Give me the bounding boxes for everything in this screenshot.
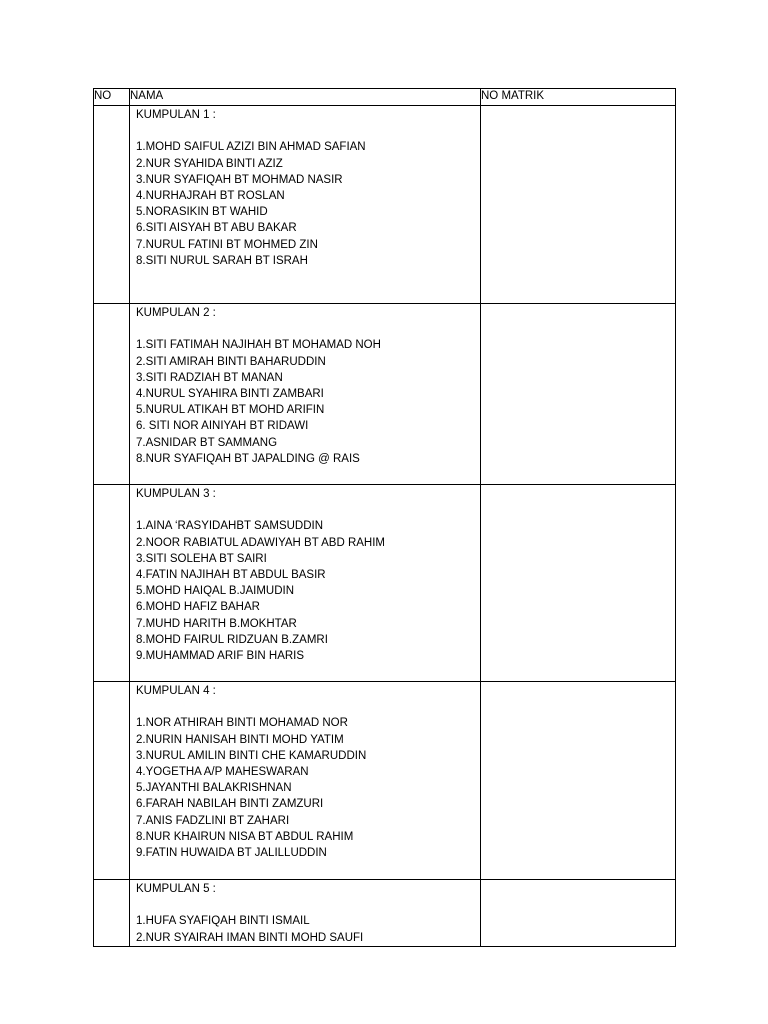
no-matrik-cell xyxy=(481,485,676,682)
group-roster-table xyxy=(93,88,676,947)
member-name: 1.SITI FATIMAH NAJIHAH BT MOHAMAD NOH xyxy=(136,339,381,352)
member-name: 2.NUR SYAHIDA BINTI AZIZ xyxy=(136,157,283,170)
member-name: 4.NURHAJRAH BT ROSLAN xyxy=(136,190,285,202)
header-no-matrik: NO MATRIK xyxy=(481,89,676,106)
nama-cell xyxy=(130,304,481,485)
member-name: 7.MUHD HARITH B.MOKHTAR xyxy=(136,617,297,630)
member-name: 2.NURIN HANISAH BINTI MOHD YATIM xyxy=(136,733,344,746)
no-matrik-cell xyxy=(481,682,676,880)
member-name: 8.NUR KHAIRUN NISA BT ABDUL RAHIM xyxy=(136,830,354,843)
group-title: KUMPULAN 3 : xyxy=(136,488,216,500)
header-nama: NAMA xyxy=(130,89,481,106)
member-name: 3.NUR SYAFIQAH BT MOHMAD NASIR xyxy=(136,173,343,186)
group-title: KUMPULAN 1 : xyxy=(136,109,216,121)
member-name: 3.SITI SOLEHA BT SAIRI xyxy=(136,552,267,565)
member-name: 7.NURUL FATINI BT MOHMED ZIN xyxy=(136,238,318,251)
no-cell xyxy=(94,682,130,880)
member-name: 6.SITI AISYAH BT ABU BAKAR xyxy=(136,222,297,235)
member-name: 5.NORASIKIN BT WAHID xyxy=(136,206,268,219)
member-name: 1.AINA ‘RASYIDAHBT SAMSUDDIN xyxy=(136,520,324,533)
member-name: 3.SITI RADZIAH BT MANAN xyxy=(136,371,283,384)
member-name: 8.SITI NURUL SARAH BT ISRAH xyxy=(136,254,308,267)
member-name: 6. SITI NOR AINIYAH BT RIDAWI xyxy=(136,420,309,433)
table-row xyxy=(94,682,676,880)
member-name: 1.MOHD SAIFUL AZIZI BIN AHMAD SAFIAN xyxy=(136,141,366,154)
member-name: 2.SITI AMIRAH BINTI BAHARUDDIN xyxy=(136,355,326,368)
member-name: 1.HUFA SYAFIQAH BINTI ISMAIL xyxy=(136,915,310,928)
member-name: 5.MOHD HAIQAL B.JAIMUDIN xyxy=(136,585,295,598)
no-cell xyxy=(94,304,130,485)
nama-cell xyxy=(130,880,481,947)
nama-cell xyxy=(130,106,481,304)
member-name: 4.FATIN NAJIHAH BT ABDUL BASIR xyxy=(136,569,326,581)
member-name: 3.NURUL AMILIN BINTI CHE KAMARUDDIN xyxy=(136,749,367,762)
no-cell xyxy=(94,485,130,682)
member-name: 6.MOHD HAFIZ BAHAR xyxy=(136,601,260,614)
table-header-row xyxy=(94,89,676,106)
member-name: 7.ANIS FADZLINI BT ZAHARI xyxy=(136,814,290,827)
table-row xyxy=(94,880,676,947)
nama-cell xyxy=(130,485,481,682)
table-row xyxy=(94,485,676,682)
member-name: 4.YOGETHA A/P MAHESWARAN xyxy=(136,766,309,778)
no-cell xyxy=(94,880,130,947)
member-name: 9.FATIN HUWAIDA BT JALILLUDDIN xyxy=(136,847,327,860)
member-name: 2.NUR SYAIRAH IMAN BINTI MOHD SAUFI xyxy=(136,931,364,944)
table-row xyxy=(94,304,676,485)
no-cell xyxy=(94,106,130,304)
no-matrik-cell xyxy=(481,304,676,485)
member-name: 2.NOOR RABIATUL ADAWIYAH BT ABD RAHIM xyxy=(136,536,386,549)
nama-cell xyxy=(130,682,481,880)
no-matrik-cell xyxy=(481,106,676,304)
member-name: 5.JAYANTHI BALAKRISHNAN xyxy=(136,782,292,795)
member-name: 9.MUHAMMAD ARIF BIN HARIS xyxy=(136,650,305,663)
member-name: 8.MOHD FAIRUL RIDZUAN B.ZAMRI xyxy=(136,633,328,646)
group-title: KUMPULAN 5 : xyxy=(136,883,216,895)
group-title: KUMPULAN 2 : xyxy=(136,307,216,319)
member-name: 5.NURUL ATIKAH BT MOHD ARIFIN xyxy=(136,404,325,417)
member-name: 6.FARAH NABILAH BINTI ZAMZURI xyxy=(136,798,324,811)
member-name: 4.NURUL SYAHIRA BINTI ZAMBARI xyxy=(136,388,324,400)
no-matrik-cell xyxy=(481,880,676,947)
header-no: NO xyxy=(94,89,130,106)
member-name: 1.NOR ATHIRAH BINTI MOHAMAD NOR xyxy=(136,717,348,730)
member-name: 7.ASNIDAR BT SAMMANG xyxy=(136,436,278,449)
group-title: KUMPULAN 4 : xyxy=(136,685,216,697)
table-row xyxy=(94,106,676,304)
member-name: 8.NUR SYAFIQAH BT JAPALDING @ RAIS xyxy=(136,452,360,465)
